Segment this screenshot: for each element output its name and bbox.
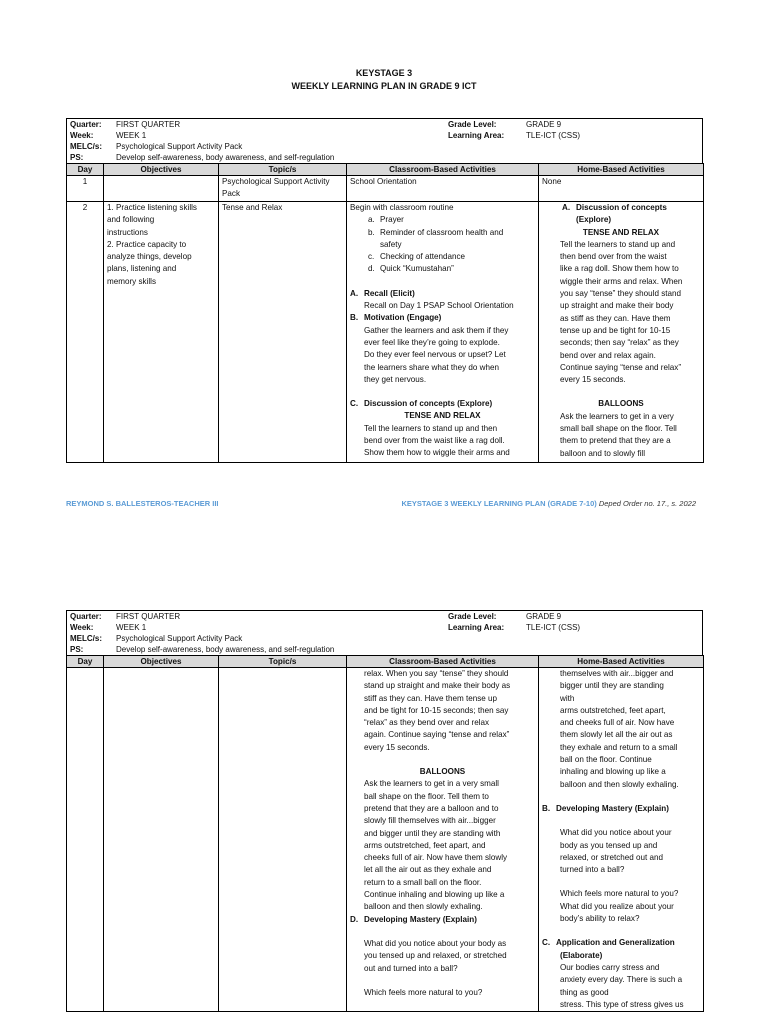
day-cell: 1 bbox=[67, 176, 104, 202]
text-line: and cheeks full of air. Now have bbox=[560, 718, 675, 728]
text-line: Show them how to wiggle their arms and bbox=[364, 448, 510, 458]
text-line: thing as good bbox=[560, 987, 609, 997]
text-line: Tell the learners to stand up and bbox=[560, 239, 676, 249]
col-day: Day bbox=[67, 656, 104, 668]
home-application-mark: C. bbox=[542, 938, 551, 948]
text-line: seconds; then say “relax” as they bbox=[560, 338, 679, 348]
text-line: body’s ability to relax? bbox=[560, 914, 640, 924]
day-cell bbox=[67, 668, 104, 1012]
col-home: Home-Based Activities bbox=[539, 164, 704, 176]
tense-relax-continued bbox=[350, 668, 535, 754]
footer-deped-order: Deped Order no. 17., s. 2022 bbox=[598, 499, 696, 508]
grade-value: GRADE 9 bbox=[526, 120, 562, 129]
grade-label: Grade Level: bbox=[448, 612, 497, 621]
text-line: arms outstretched, feet apart, and bbox=[364, 840, 486, 850]
text-line: stress. This type of stress gives us bbox=[560, 999, 684, 1009]
text-line: “relax” as they bend over and relax bbox=[364, 718, 490, 728]
list-marker: c. bbox=[368, 252, 375, 262]
home-discussion-subheading: TENSE AND RELAX bbox=[582, 227, 660, 237]
quarter-value: FIRST QUARTER bbox=[116, 612, 181, 621]
topic-cell: Psychological Support Activity Pack bbox=[219, 176, 347, 202]
col-topics: Topic/s bbox=[219, 656, 347, 668]
melc-label: MELC/s: bbox=[70, 634, 102, 643]
text-line: Continue saying “tense and relax” bbox=[560, 362, 682, 372]
table-row bbox=[67, 668, 704, 1012]
home-discussion-heading: Discussion of concepts bbox=[576, 203, 667, 212]
text-line: ball shape on the floor. Tell them to bbox=[364, 791, 489, 801]
motivation-body bbox=[350, 325, 535, 386]
list-text: Checking of attendance bbox=[380, 252, 466, 262]
home-mastery-heading: Developing Mastery (Explain) bbox=[556, 803, 669, 813]
list-text: Reminder of classroom health and bbox=[380, 227, 504, 237]
home-balloons-continued bbox=[542, 668, 700, 791]
text-line: and be tight for 10-15 seconds; then say bbox=[364, 705, 509, 715]
motivation-mark: B. bbox=[350, 313, 359, 323]
ps-label: PS: bbox=[70, 645, 84, 654]
text-line: as stiff as they can. Have them bbox=[560, 313, 671, 323]
text-line: tense up and be tight for 10-15 bbox=[560, 325, 671, 335]
motivation-heading: Motivation (Engage) bbox=[364, 313, 442, 323]
discussion-subheading: TENSE AND RELAX bbox=[404, 411, 481, 421]
quarter-label: Quarter: bbox=[70, 120, 102, 129]
text-line: body as you tensed up and bbox=[560, 840, 658, 850]
list-item bbox=[368, 263, 535, 275]
classroom-cell bbox=[347, 668, 539, 1012]
text-line: every 15 seconds. bbox=[364, 742, 430, 752]
list-item bbox=[368, 251, 535, 263]
grade-value: GRADE 9 bbox=[526, 612, 562, 621]
list-item bbox=[368, 239, 535, 251]
text-line: relax. When you say “tense” they should bbox=[364, 669, 509, 678]
home-discussion-heading2: (Explore) bbox=[576, 215, 612, 225]
text-line: What did you realize about your bbox=[560, 901, 674, 911]
text-line: every 15 seconds. bbox=[560, 375, 626, 385]
text-line: them to pretend that they are a bbox=[560, 436, 671, 446]
plan-table-page1 bbox=[66, 118, 703, 463]
text-line: Gather the learners and ask them if they bbox=[364, 325, 509, 335]
home-mastery-body2 bbox=[542, 888, 700, 925]
mastery-mark: D. bbox=[350, 914, 359, 924]
routine-list bbox=[350, 214, 535, 275]
text-line: What did you notice about your body as bbox=[364, 938, 507, 948]
ps-value: Develop self-awareness, body awareness, and self-regulation bbox=[116, 153, 335, 162]
discussion-heading: Discussion of concepts (Explore) bbox=[364, 399, 493, 409]
text-line: turned into a ball? bbox=[560, 865, 625, 875]
discussion-body bbox=[350, 423, 535, 460]
text-line: What did you notice about your bbox=[560, 828, 672, 838]
meta-block bbox=[66, 118, 703, 163]
home-application-body bbox=[542, 962, 700, 1011]
col-home: Home-Based Activities bbox=[539, 656, 704, 668]
text-line: bend over and relax again. bbox=[560, 350, 656, 360]
home-cell bbox=[539, 668, 704, 1012]
document-subtitle: WEEKLY LEARNING PLAN IN GRADE 9 ICT bbox=[291, 81, 477, 91]
text-line: like a rag doll. Show them how to bbox=[560, 264, 679, 274]
recall-body: Recall on Day 1 PSAP School Orientation bbox=[364, 301, 514, 311]
objectives-cell bbox=[104, 202, 219, 463]
document-title: KEYSTAGE 3 bbox=[355, 68, 413, 78]
area-value: TLE-ICT (CSS) bbox=[526, 623, 581, 632]
text-line: themselves with air...bigger and bbox=[560, 669, 674, 678]
text-line: ever feel like they’re going to explode. bbox=[364, 337, 500, 347]
text-line: Ask the learners to get in a very bbox=[560, 411, 674, 421]
routine-intro: Begin with classroom routine bbox=[350, 203, 454, 212]
text-line: memory skills bbox=[107, 276, 157, 286]
text-line: stiff as they can. Have them tense up bbox=[364, 693, 498, 703]
list-text: Prayer bbox=[380, 215, 404, 225]
text-line: let all the air out as they exhale and bbox=[364, 865, 492, 875]
text-line: them slowly let all the air out as bbox=[560, 730, 673, 740]
mastery-body bbox=[350, 938, 535, 975]
list-item bbox=[368, 214, 535, 226]
text-line: arms outstretched, feet apart, bbox=[560, 705, 666, 715]
text-line: Which feels more natural to you? bbox=[560, 889, 679, 899]
recall-heading: Recall (Elicit) bbox=[364, 288, 415, 298]
classroom-cell bbox=[347, 202, 539, 463]
topic-cell: Tense and Relax bbox=[219, 202, 347, 463]
text-line: balloon and to slowly fill bbox=[560, 448, 646, 458]
text-line: inhaling and blowing up like a bbox=[560, 767, 666, 777]
col-objectives: Objectives bbox=[104, 164, 219, 176]
meta-block bbox=[66, 610, 703, 655]
text-line: pretend that they are a balloon and to bbox=[364, 803, 499, 813]
text-line: Our bodies carry stress and bbox=[560, 962, 660, 972]
text-line: you tensed up and relaxed, or stretched bbox=[364, 951, 507, 961]
text-line: again. Continue saying “tense and relax” bbox=[364, 730, 510, 740]
text-line: you say “tense” they should stand bbox=[560, 289, 682, 299]
text-line: 2. Practice capacity to bbox=[107, 239, 187, 249]
day-cell: 2 bbox=[67, 202, 104, 463]
home-balloons-body bbox=[542, 411, 700, 460]
melc-value: Psychological Support Activity Pack bbox=[116, 142, 243, 151]
text-line: balloon and then slowly exhaling. bbox=[364, 902, 483, 912]
plan-table bbox=[66, 163, 704, 463]
week-value: WEEK 1 bbox=[116, 623, 147, 632]
text-line: balloon and then slowly exhaling. bbox=[560, 779, 679, 789]
list-text: Quick “Kumustahan” bbox=[380, 264, 454, 274]
home-application-heading2: (Elaborate) bbox=[560, 950, 603, 960]
text-line: stand up straight and make their body as bbox=[364, 681, 511, 691]
text-line: slowly fill themselves with air...bigger bbox=[364, 816, 496, 826]
plan-table bbox=[66, 655, 704, 1012]
col-classroom: Classroom-Based Activities bbox=[347, 656, 539, 668]
area-label: Learning Area: bbox=[448, 623, 505, 632]
text-line: then bend over from the waist bbox=[560, 252, 667, 262]
classroom-cell: School Orientation bbox=[347, 176, 539, 202]
text-line: and following bbox=[107, 215, 155, 225]
discussion-mark: C. bbox=[350, 399, 359, 409]
text-line: 1. Practice listening skills bbox=[107, 203, 197, 212]
melc-value: Psychological Support Activity Pack bbox=[116, 634, 243, 643]
text-line: Do they ever feel nervous or upset? Let bbox=[364, 350, 506, 360]
week-label: Week: bbox=[70, 131, 94, 140]
melc-label: MELC/s: bbox=[70, 142, 102, 151]
home-balloons-heading: BALLOONS bbox=[598, 399, 644, 409]
area-label: Learning Area: bbox=[448, 131, 505, 140]
text-line: relaxed, or stretched out and bbox=[560, 852, 664, 862]
quarter-value: FIRST QUARTER bbox=[116, 120, 181, 129]
area-value: TLE-ICT (CSS) bbox=[526, 131, 581, 140]
home-mastery-mark: B. bbox=[542, 803, 551, 813]
list-marker: d. bbox=[368, 264, 375, 274]
text-line: cheeks full of air. Now have them slowly bbox=[364, 853, 508, 863]
footer-teacher: REYMOND S. BALLESTEROS-TEACHER III bbox=[66, 499, 219, 508]
text-line: wiggle their arms and relax. When bbox=[560, 276, 683, 286]
list-text: safety bbox=[380, 239, 402, 249]
text-line: bigger until they are standing bbox=[560, 681, 664, 691]
table-row bbox=[67, 176, 704, 202]
text-line: Tell the learners to stand up and then bbox=[364, 423, 498, 433]
text-line: instructions bbox=[107, 227, 148, 237]
table-row bbox=[67, 202, 704, 463]
topic-cell bbox=[219, 668, 347, 1012]
week-label: Week: bbox=[70, 623, 94, 632]
list-marker: b. bbox=[368, 227, 375, 237]
balloons-body bbox=[350, 778, 535, 913]
text-line: ball on the floor. Continue bbox=[560, 755, 652, 765]
text-line: Ask the learners to get in a very small bbox=[364, 779, 499, 789]
text-line: with bbox=[560, 693, 575, 703]
ps-value: Develop self-awareness, body awareness, and self-regulation bbox=[116, 645, 335, 654]
mastery-question2: Which feels more natural to you? bbox=[364, 987, 483, 997]
list-item bbox=[368, 227, 535, 239]
balloons-heading: BALLOONS bbox=[419, 767, 466, 777]
home-application-heading: Application and Generalization bbox=[556, 938, 675, 948]
mastery-heading: Developing Mastery (Explain) bbox=[364, 914, 477, 924]
text-line: analyze things, develop bbox=[107, 252, 192, 262]
objectives-cell bbox=[104, 668, 219, 1012]
recall-mark: A. bbox=[350, 288, 359, 298]
text-line: Continue inhaling and blowing up like a bbox=[364, 890, 505, 900]
col-day: Day bbox=[67, 164, 104, 176]
objectives-cell bbox=[104, 176, 219, 202]
quarter-label: Quarter: bbox=[70, 612, 102, 621]
col-classroom: Classroom-Based Activities bbox=[347, 164, 539, 176]
text-line: return to a small ball on the floor. bbox=[364, 877, 482, 887]
ps-label: PS: bbox=[70, 153, 84, 162]
plan-table-page2 bbox=[66, 610, 703, 1012]
text-line: out and turned into a ball? bbox=[364, 963, 458, 973]
text-line: bend over from the waist like a rag doll. bbox=[364, 436, 505, 446]
text-line: and bigger until they are standing with bbox=[364, 828, 501, 838]
grade-label: Grade Level: bbox=[448, 120, 497, 129]
text-line: plans, listening and bbox=[107, 264, 177, 274]
home-discussion-mark: A. bbox=[562, 203, 571, 212]
footer-plan-text: KEYSTAGE 3 WEEKLY LEARNING PLAN (GRADE 7-10) bbox=[401, 499, 597, 508]
text-line: small ball shape on the floor. Tell bbox=[560, 424, 677, 434]
footer-plan bbox=[401, 499, 696, 508]
text-line: they exhale and return to a small bbox=[560, 742, 678, 752]
home-cell bbox=[539, 202, 704, 463]
home-cell: None bbox=[539, 176, 704, 202]
text-line: anxiety every day. There is such a bbox=[560, 975, 683, 985]
text-line: they get nervous. bbox=[364, 374, 427, 384]
home-discussion-body bbox=[542, 239, 700, 387]
col-objectives: Objectives bbox=[104, 656, 219, 668]
col-topics: Topic/s bbox=[219, 164, 347, 176]
week-value: WEEK 1 bbox=[116, 131, 147, 140]
home-mastery-body bbox=[542, 827, 700, 876]
list-marker: a. bbox=[368, 215, 375, 225]
text-line: the learners share what they do when bbox=[364, 362, 499, 372]
text-line: up straight and make their body bbox=[560, 301, 674, 311]
